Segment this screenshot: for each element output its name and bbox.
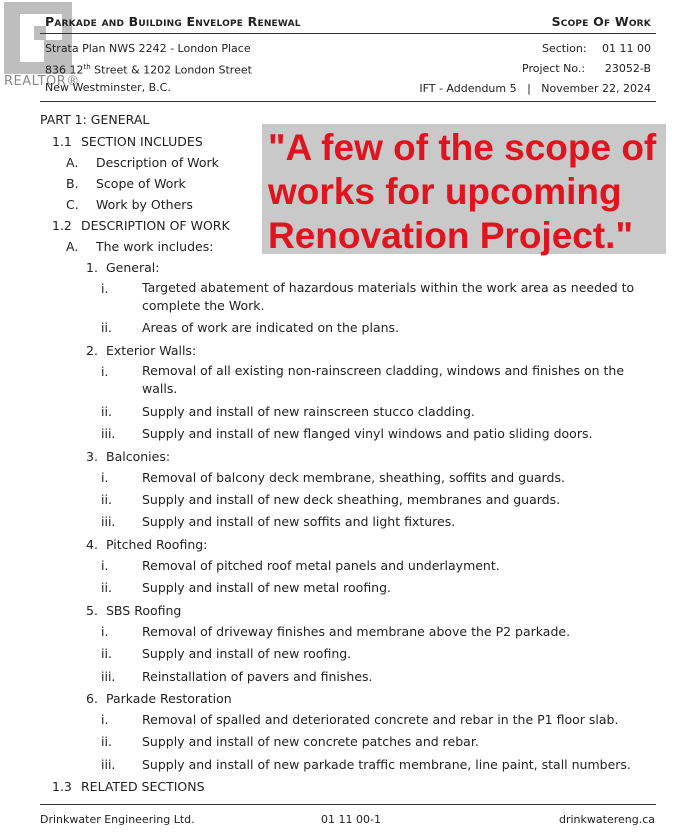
footer-website: drinkwatereng.ca bbox=[558, 813, 655, 826]
city: New Westminster, B.C. bbox=[45, 81, 171, 94]
section-label: Section: bbox=[542, 42, 587, 55]
item-numeral: i. bbox=[101, 558, 109, 573]
list-item: Work by Others bbox=[96, 197, 193, 212]
header-rule-bottom bbox=[40, 101, 656, 102]
addendum-date: IFT - Addendum 5 | November 22, 2024 bbox=[419, 82, 651, 95]
overlay-caption: "A few of the scope of works for upcoming Renovation Project." bbox=[268, 127, 657, 256]
group-number: 3. bbox=[86, 449, 98, 464]
group-number: 6. bbox=[86, 691, 98, 706]
item-numeral: ii. bbox=[101, 580, 112, 595]
section-1-2-number: 1.2 bbox=[52, 218, 72, 233]
list-item: Supply and install of new deck sheathing, membranes and guards. bbox=[142, 492, 561, 507]
part-title: PART 1: GENERAL bbox=[40, 112, 150, 127]
item-numeral: iii. bbox=[101, 426, 116, 441]
list-item: Supply and install of new roofing. bbox=[142, 646, 352, 661]
list-item: Reinstallation of pavers and finishes. bbox=[142, 669, 373, 684]
item-numeral: i. bbox=[101, 624, 109, 639]
section-1-1-number: 1.1 bbox=[52, 134, 72, 149]
list-item: Supply and install of new rainscreen stucco cladding. bbox=[142, 404, 475, 419]
list-item: Removal of spalled and deteriorated concrete and rebar in the P1 floor slab. bbox=[142, 712, 619, 727]
section-1-3-number: 1.3 bbox=[52, 779, 72, 794]
group-number: 1. bbox=[86, 260, 98, 275]
document-title: Parkade and Building Envelope Renewal bbox=[45, 14, 301, 29]
list-letter: A. bbox=[66, 155, 79, 170]
list-item: Supply and install of new concrete patches and rebar. bbox=[142, 734, 479, 749]
footer-rule bbox=[40, 804, 656, 805]
list-item: Areas of work are indicated on the plans. bbox=[142, 320, 400, 335]
group-title: Pitched Roofing: bbox=[106, 537, 208, 552]
group-number: 4. bbox=[86, 537, 98, 552]
list-letter: C. bbox=[66, 197, 79, 212]
group-title: Parkade Restoration bbox=[106, 691, 232, 706]
list-item: Supply and install of new flanged vinyl windows and patio sliding doors. bbox=[142, 426, 593, 441]
group-title: Balconies: bbox=[106, 449, 171, 464]
item-numeral: iii. bbox=[101, 757, 116, 772]
section-1-2-title: DESCRIPTION OF WORK bbox=[81, 218, 230, 233]
watermark-text: REALTOR® bbox=[4, 74, 80, 89]
list-letter: B. bbox=[66, 176, 79, 191]
list-item: Removal of all existing non-rainscreen cladding, windows and finishes on the walls. bbox=[142, 363, 625, 396]
document-type: Scope Of Work bbox=[551, 14, 651, 29]
footer-page-number: 01 11 00-1 bbox=[321, 813, 381, 826]
group-number: 2. bbox=[86, 343, 98, 358]
item-numeral: ii. bbox=[101, 404, 112, 419]
list-item: Removal of balcony deck membrane, sheathing, soffits and guards. bbox=[142, 470, 565, 485]
item-numeral: ii. bbox=[101, 492, 112, 507]
item-numeral: iii. bbox=[101, 669, 116, 684]
footer-company: Drinkwater Engineering Ltd. bbox=[40, 813, 195, 826]
section-value: 01 11 00 bbox=[602, 42, 651, 55]
list-item: Removal of driveway finishes and membrane above the P2 parkade. bbox=[142, 624, 571, 639]
address: 836 12th Street & 1202 London Street bbox=[45, 63, 252, 77]
item-numeral: ii. bbox=[101, 734, 112, 749]
item-numeral: i. bbox=[101, 712, 109, 727]
section-1-1-title: SECTION INCLUDES bbox=[81, 134, 203, 149]
project-label: Project No.: bbox=[522, 62, 586, 75]
item-numeral: i. bbox=[101, 470, 109, 485]
item-numeral: i. bbox=[101, 364, 109, 379]
section-1-3-title: RELATED SECTIONS bbox=[81, 779, 205, 794]
item-numeral: ii. bbox=[101, 646, 112, 661]
list-letter: A. bbox=[66, 239, 79, 254]
list-item: Supply and install of new metal roofing. bbox=[142, 580, 392, 595]
item-numeral: ii. bbox=[101, 320, 112, 335]
list-item: The work includes: bbox=[96, 239, 214, 254]
list-item: Description of Work bbox=[96, 155, 219, 170]
group-title: Exterior Walls: bbox=[106, 343, 197, 358]
header-rule bbox=[40, 33, 656, 34]
strata-plan: Strata Plan NWS 2242 - London Place bbox=[45, 42, 251, 55]
list-item: Supply and install of new parkade traffic membrane, line paint, stall numbers. bbox=[142, 757, 631, 772]
item-numeral: i. bbox=[101, 281, 109, 296]
list-item: Scope of Work bbox=[96, 176, 186, 191]
group-number: 5. bbox=[86, 603, 98, 618]
group-title: General: bbox=[106, 260, 160, 275]
list-item: Supply and install of new soffits and light fixtures. bbox=[142, 514, 456, 529]
project-value: 23052-B bbox=[604, 62, 651, 75]
list-item: Removal of pitched roof metal panels and underlayment. bbox=[142, 558, 500, 573]
list-item: Targeted abatement of hazardous materials within the work area as needed to complete the Work. bbox=[142, 280, 635, 313]
item-numeral: iii. bbox=[101, 514, 116, 529]
group-title: SBS Roofing bbox=[106, 603, 182, 618]
